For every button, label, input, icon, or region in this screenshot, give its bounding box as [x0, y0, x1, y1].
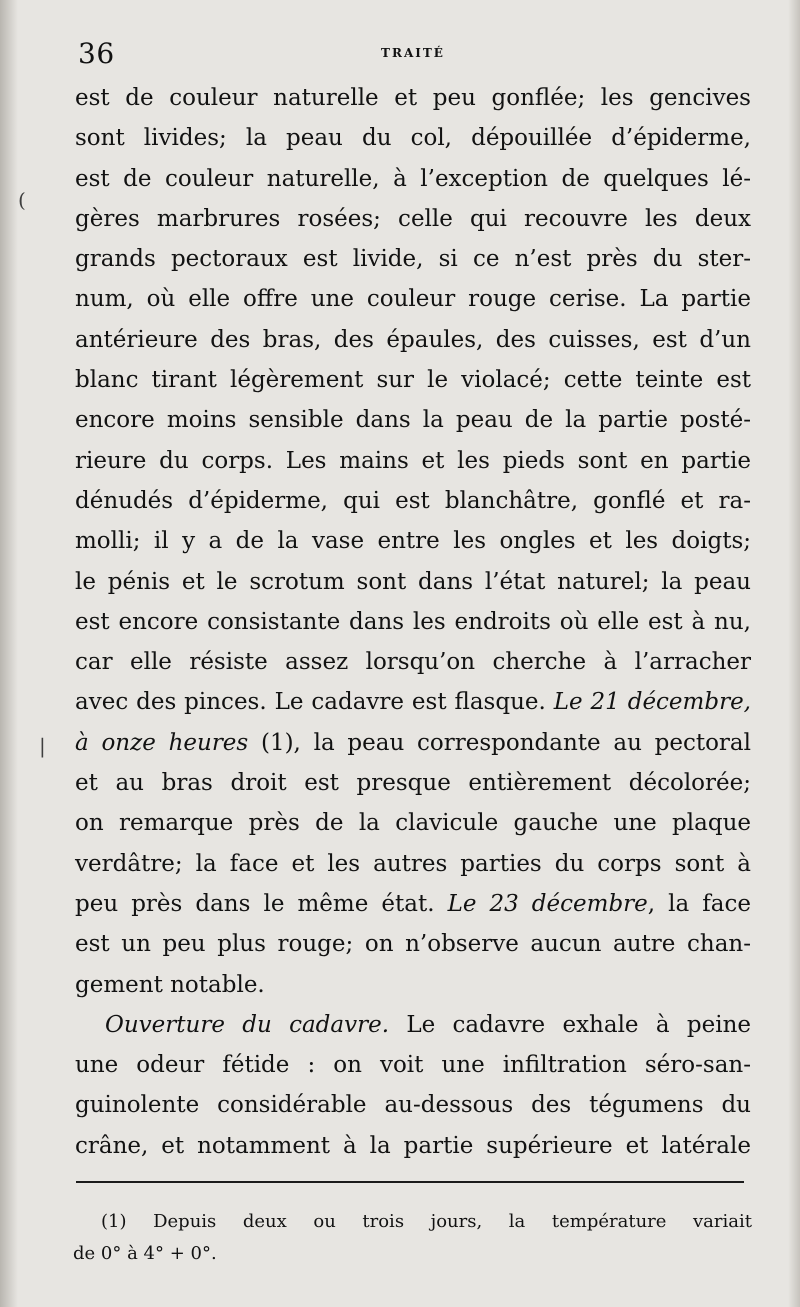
text-line: est de couleur naturelle, à l’exception de quelques lé- [75, 165, 751, 192]
running-head: TRAITÉ [381, 46, 445, 60]
text-line: blanc tirant légèrement sur le violacé; cette teinte est [75, 367, 751, 394]
page-number: 36 [78, 37, 115, 70]
footnote-rule [76, 1181, 744, 1183]
text-line: verdâtre; la face et les autres parties du corps sont à [75, 850, 751, 877]
page-edge-shadow-left [0, 0, 18, 1307]
italic-time: à onze heures [75, 729, 249, 756]
text-line: rieure du corps. Les mains et les pieds sont en partie [75, 447, 751, 474]
text-line: molli; il y a de la vase entre les ongles et les doigts; [75, 528, 751, 555]
text-line: est un peu plus rouge; on n’observe aucun autre chan- [75, 931, 751, 958]
text-line [75, 682, 751, 722]
text-line: encore moins sensible dans la peau de la partie posté- [75, 407, 751, 434]
text-line [75, 723, 751, 763]
footnote-line: (1) Depuis deux ou trois jours, la température variait [101, 1211, 752, 1232]
text-line: une odeur fétide : on voit une infiltration séro-san- [75, 1052, 751, 1079]
text-line: crâne, et notamment à la partie supérieure et latérale [75, 1132, 751, 1159]
text-line: dénudés d’épiderme, qui est blanchâtre, gonflé et ra- [75, 487, 751, 514]
text-line [75, 884, 751, 924]
text-line: est de couleur naturelle et peu gonflée; les gencives [75, 85, 751, 111]
footnote-line: de 0° à 4° + 0°. [73, 1243, 217, 1264]
margin-mark: | [39, 734, 46, 758]
text-line: le pénis et le scrotum sont dans l’état naturel; la peau [75, 568, 751, 595]
text-line: sont livides; la peau du col, dépouillée d’épiderme, [75, 125, 751, 152]
text-line: gement notable. [75, 971, 265, 998]
text-line: est encore consistante dans les endroits où elle est à nu, [75, 608, 751, 635]
margin-mark: ( [18, 188, 26, 212]
page-edge-shadow-right [788, 0, 800, 1307]
text-line: et au bras droit est presque entièrement décolorée; [75, 770, 751, 797]
text-line: antérieure des bras, des épaules, des cuisses, est d’un [75, 326, 751, 353]
italic-date: Le 23 décembre [447, 890, 648, 917]
text-line: grands pectoraux est livide, si ce n’est près du ster- [75, 246, 751, 273]
italic-heading: Ouverture du cadavre. [105, 1011, 390, 1038]
page-header [76, 36, 750, 76]
text-segment: , la face [647, 890, 751, 917]
text-line: num, où elle offre une couleur rouge cerise. La partie [75, 286, 751, 313]
text-segment: avec des pinces. Le cadavre est flasque. [75, 689, 554, 716]
text-line: gères marbrures rosées; celle qui recouvre les deux [75, 205, 751, 232]
main-text [75, 78, 751, 1166]
text-segment: peu près dans le même état. [75, 890, 448, 917]
italic-date: Le 21 décembre, [553, 689, 751, 716]
text-segment: Le cadavre exhale à peine [389, 1011, 751, 1038]
footnote [73, 1206, 752, 1270]
text-segment: (1), la peau correspondante au pectoral [248, 729, 751, 756]
text-line: car elle résiste assez lorsqu’on cherche à l’arracher [75, 649, 751, 676]
text-line: guinolente considérable au-dessous des tégumens du [75, 1092, 751, 1119]
text-line [75, 1005, 751, 1045]
text-line: on remarque près de la clavicule gauche une plaque [75, 810, 751, 837]
